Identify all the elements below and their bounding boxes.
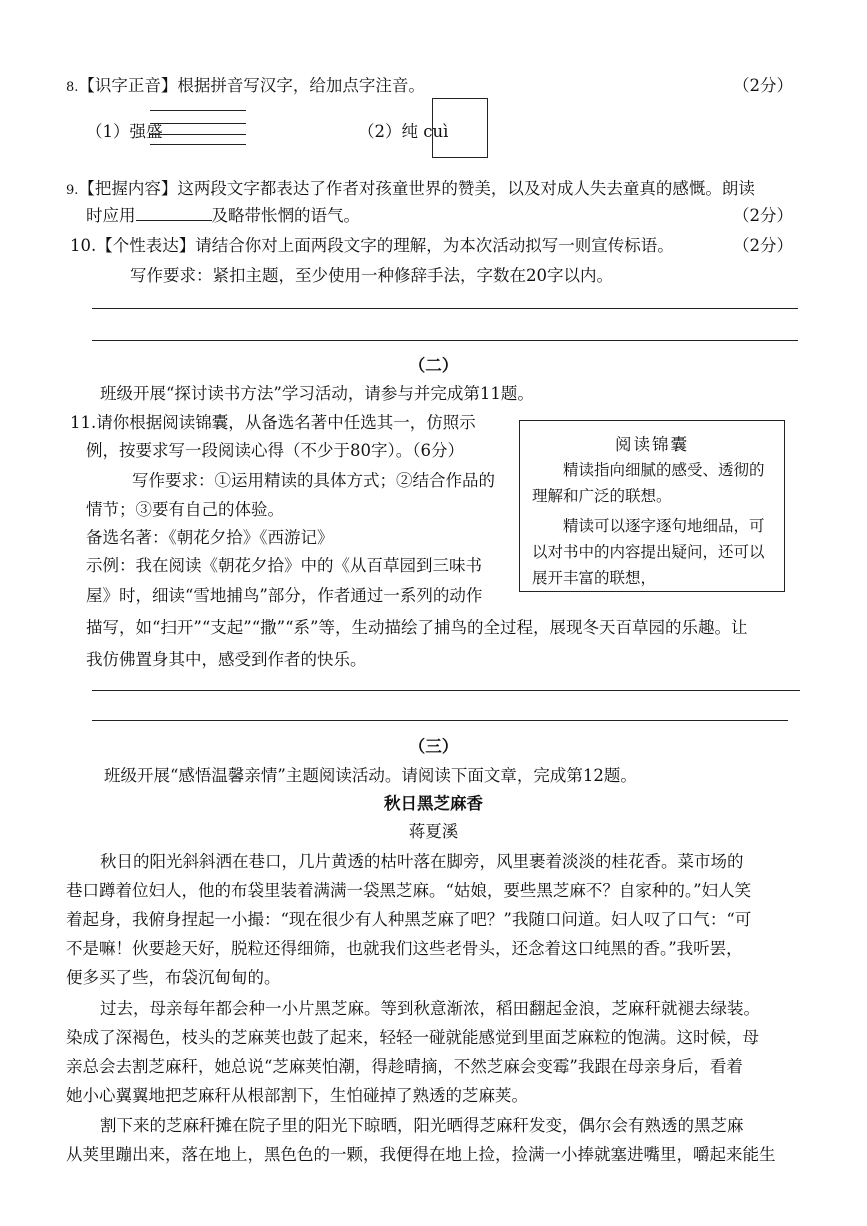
question-10-score: （2分） bbox=[733, 236, 793, 255]
example-line-2: 屋》时，细读“雪地捕鸟”部分，作者通过一系列的动作 bbox=[86, 586, 483, 605]
question-11-requirement-2: 情节；③要有自己的体验。 bbox=[86, 500, 284, 519]
answer-line[interactable] bbox=[150, 123, 246, 124]
article-p3-line-1: 割下来的芝麻秆摊在院子里的阳光下晾晒，阳光晒得芝麻秆发变，偶尔会有熟透的黑芝麻 bbox=[100, 1116, 744, 1135]
article-p1-line-4: 不是嘛！伙要趁天好，脱粒还得细筛，也就我们这些老骨头，还念着这口纯黑的香。”我听罢， bbox=[66, 939, 743, 958]
example-line-3: 描写，如“扫开”“支起”“撒”“系”等，生动描绘了捕鸟的全过程，展现冬天百草园的乐趣。让 bbox=[86, 618, 748, 637]
answer-line[interactable] bbox=[92, 720, 788, 721]
question-8-item-1: （1）强盛 bbox=[86, 122, 163, 141]
reading-tips-para-1: 精读指向细腻的感受、透彻的理解和广泛的联想。 bbox=[532, 461, 765, 505]
question-11-requirement-1: 写作要求：①运用精读的具体方式；②结合作品的 bbox=[132, 471, 495, 490]
article-title: 秋日黑芝麻香 bbox=[384, 794, 483, 813]
question-8-score: （2分） bbox=[733, 76, 793, 95]
answer-line[interactable] bbox=[150, 110, 246, 111]
question-8-prompt: 8.【识字正音】根据拼音写汉字，给加点字注音。 bbox=[66, 76, 425, 95]
article-p2-line-3: 亲总会去割芝麻秆，她总说“芝麻荚怕潮，得趁晴摘，不然芝麻会变霉”我跟在母亲身后，看着 bbox=[66, 1057, 743, 1076]
question-9-line-2: 时应用 及略带怅惘的语气。 bbox=[86, 206, 360, 225]
answer-blank[interactable] bbox=[136, 206, 212, 221]
reading-tips-box bbox=[519, 420, 785, 592]
section-2-intro: 班级开展“探讨读书方法”学习活动，请参与并完成第11题。 bbox=[100, 384, 534, 403]
question-10-requirement: 写作要求：紧扣主题，至少使用一种修辞手法，字数在20字以内。 bbox=[130, 266, 613, 285]
question-11-books: 备选名著：《朝花夕拾》《西游记》 bbox=[86, 528, 334, 547]
reading-tips-title: 阅读锦囊 bbox=[615, 435, 689, 454]
section-2-heading: （二） bbox=[408, 356, 459, 375]
answer-line[interactable] bbox=[92, 308, 798, 309]
article-p1-line-5: 便多买了些，布袋沉甸甸的。 bbox=[66, 968, 281, 987]
question-11-line-1: 11.请你根据阅读锦囊，从备选名著中任选其一，仿照示 bbox=[70, 413, 476, 432]
answer-box[interactable] bbox=[432, 98, 488, 158]
example-line-4: 我仿佛置身其中，感受到作者的快乐。 bbox=[86, 650, 367, 669]
article-author: 蒋夏溪 bbox=[408, 822, 459, 841]
answer-line[interactable] bbox=[92, 690, 800, 691]
answer-line[interactable] bbox=[150, 134, 246, 135]
article-p1-line-2: 巷口蹲着位妇人，他的布袋里装着满满一袋黑芝麻。“姑娘，要些黑芝麻不？自家种的。”妇人笑 bbox=[66, 881, 752, 900]
question-9-line-1: 9.【把握内容】这两段文字都表达了作者对孩童世界的赞美，以及对成人失去童真的感慨。朗读 bbox=[66, 179, 755, 198]
section-3-intro: 班级开展“感悟温馨亲情”主题阅读活动。请阅读下面文章，完成第12题。 bbox=[104, 766, 637, 785]
question-8-item-2: （2）纯 cuì bbox=[358, 122, 449, 141]
question-11-line-2: 例，按要求写一段阅读心得（不少于80字）。（6分） bbox=[86, 441, 464, 460]
article-p1-line-3: 着起身，我俯身捏起一小撮：“现在很少有人种黑芝麻了吧？”我随口问道。妇人叹了口气：“可 bbox=[66, 910, 752, 929]
example-line-1: 示例：我在阅读《朝花夕拾》中的《从百草园到三味书 bbox=[86, 556, 482, 575]
article-p2-line-1: 过去，母亲每年都会种一小片黑芝麻。等到秋意渐浓，稻田翻起金浪，芝麻秆就褪去绿装。 bbox=[100, 999, 760, 1018]
question-10-prompt: 10.【个性表达】请结合你对上面两段文字的理解，为本次活动拟写一则宣传标语。 bbox=[70, 236, 674, 255]
article-p1-line-1: 秋日的阳光斜斜洒在巷口，几片黄透的枯叶落在脚旁，风里裹着淡淡的桂花香。菜市场的 bbox=[100, 852, 744, 871]
answer-line[interactable] bbox=[92, 340, 798, 341]
article-p2-line-4: 她小心翼翼地把芝麻秆从根部割下，生怕碰掉了熟透的芝麻荚。 bbox=[66, 1086, 528, 1105]
answer-line[interactable] bbox=[150, 144, 246, 145]
section-3-heading: （三） bbox=[408, 737, 459, 756]
article-p2-line-2: 染成了深褐色，枝头的芝麻荚也鼓了起来，轻轻一碰就能感觉到里面芝麻粒的饱满。这时候，母 bbox=[66, 1028, 759, 1047]
reading-tips-para-2: 精读可以逐字逐句地细品，可以对书中的内容提出疑问，还可以展开丰富的联想， bbox=[532, 517, 765, 587]
question-9-score: （2分） bbox=[733, 206, 793, 225]
article-p3-line-2: 从荚里蹦出来，落在地上，黑色色的一颗，我便得在地上捡，捡满一小捧就塞进嘴里，嚼起来能生 bbox=[66, 1145, 776, 1164]
